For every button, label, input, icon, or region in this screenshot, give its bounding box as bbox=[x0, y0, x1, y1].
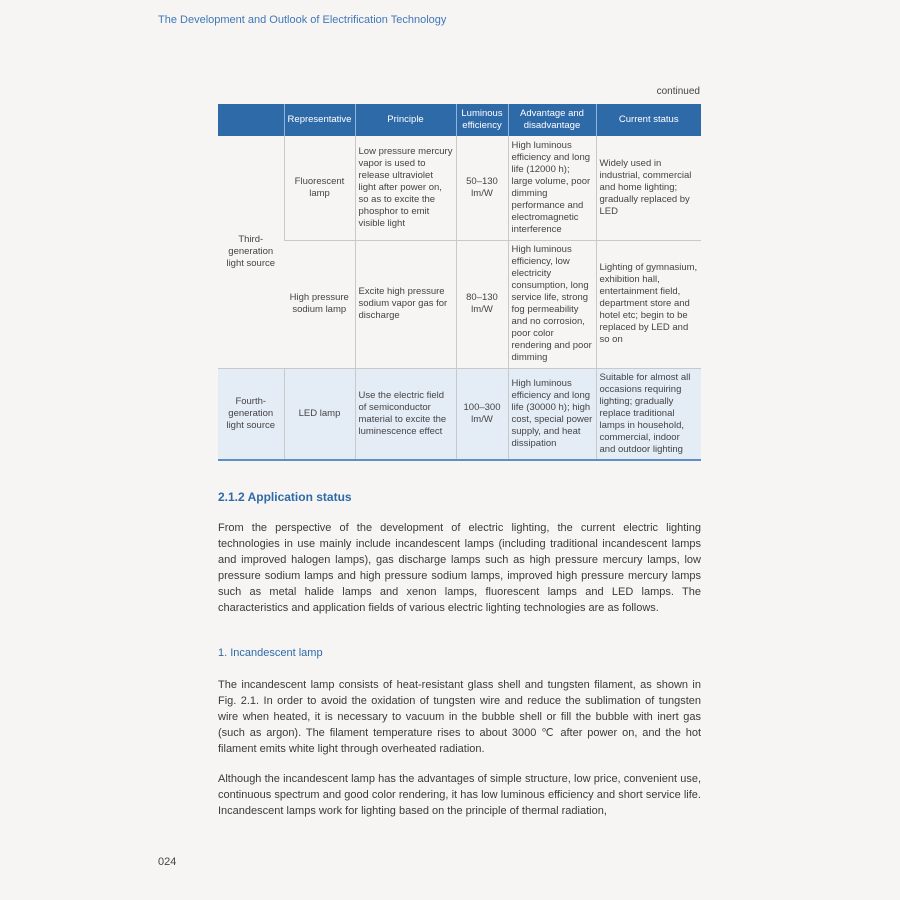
principle-cell: Use the electric field of semiconductor material to excite the luminescence effect bbox=[355, 368, 456, 460]
advantage-cell: High luminous efficiency and long life (12000 h); large volume, poor dimming performance and electromagnetic interference bbox=[508, 136, 596, 240]
body-paragraph: The incandescent lamp consists of heat-resistant glass shell and tungsten filament, as shown in Fig. 2.1. In order to avoid the oxidation of tungsten wire and reduce the sublimation of tungsten wire when heated, it is necessary to vacuum in the bubble shell or fill the bubble with inert gas (such as argon). The filament temperature rises to about 3000 ℃ after power on, and the hot filament emits white light through overheated radiation. bbox=[218, 679, 701, 755]
page-number: 024 bbox=[158, 856, 177, 868]
generation-label-fourth: Fourth-generation light source bbox=[218, 368, 284, 460]
running-title: The Development and Outlook of Electrification Technology bbox=[158, 14, 447, 26]
section-title: 2.1.2 Application status bbox=[218, 490, 352, 504]
status-cell: Lighting of gymnasium, exhibition hall, entertainment field, department store and hotel etc; begin to be replaced by LED and so on bbox=[596, 240, 701, 368]
principle-cell: Low pressure mercury vapor is used to release ultraviolet light after power on, so as to excite the phosphor to emit visible light bbox=[355, 136, 456, 240]
generation-label-third: Third-generation light source bbox=[218, 136, 284, 368]
col-header-status: Current status bbox=[596, 104, 701, 136]
col-header-efficiency: Luminous efficiency bbox=[456, 104, 508, 136]
efficiency-cell: 80–130 lm/W bbox=[456, 240, 508, 368]
efficiency-cell: 50–130 lm/W bbox=[456, 136, 508, 240]
col-header-principle: Principle bbox=[355, 104, 456, 136]
col-header-representative: Representative bbox=[284, 104, 355, 136]
representative-cell: LED lamp bbox=[284, 368, 355, 460]
col-header-advantage: Advantage and disadvantage bbox=[508, 104, 596, 136]
intro-paragraph: From the perspective of the development of electric lighting, the current electric lighting technologies in use mainly include incandescent lamps (including traditional incandescent lamps and improved halogen lamps), gas discharge lamps such as high pressure mercury lamps, low pressure sodium lamps and high pressure sodium lamps, improved high pressure mercury lamps such as metal halide lamps and xenon lamps, fluorescent lamps and LED lamps. The characteristics and application fields of various electric lighting technologies are as follows. bbox=[218, 522, 701, 614]
representative-cell: Fluorescent lamp bbox=[284, 136, 355, 240]
representative-cell: High pressure sodium lamp bbox=[284, 240, 355, 368]
table-row bbox=[218, 368, 701, 460]
status-cell: Suitable for almost all occasions requiring lighting; gradually replace traditional lamps in household, commercial, indoor and outdoor lighting bbox=[596, 368, 701, 460]
subheading-incandescent: 1. Incandescent lamp bbox=[218, 647, 323, 659]
advantage-cell: High luminous efficiency and long life (30000 h); high cost, special power supply, and heat dissipation bbox=[508, 368, 596, 460]
table-header-row bbox=[218, 104, 701, 136]
table-row bbox=[218, 240, 701, 368]
light-source-table bbox=[218, 104, 701, 461]
efficiency-cell: 100–300 lm/W bbox=[456, 368, 508, 460]
body-paragraph: Although the incandescent lamp has the advantages of simple structure, low price, convenient use, continuous spectrum and good color rendering, it has low luminous efficiency and short service life. Incandescent lamps work for lighting based on the principle of thermal radiation, bbox=[218, 773, 701, 817]
status-cell: Widely used in industrial, commercial and home lighting; gradually replaced by LED bbox=[596, 136, 701, 240]
continued-label: continued bbox=[656, 86, 700, 97]
table-row bbox=[218, 136, 701, 240]
principle-cell: Excite high pressure sodium vapor gas for discharge bbox=[355, 240, 456, 368]
advantage-cell: High luminous efficiency, low electricity consumption, long service life, strong fog permeability and no corrosion, poor color rendering and poor dimming bbox=[508, 240, 596, 368]
col-header-generation bbox=[218, 104, 284, 136]
